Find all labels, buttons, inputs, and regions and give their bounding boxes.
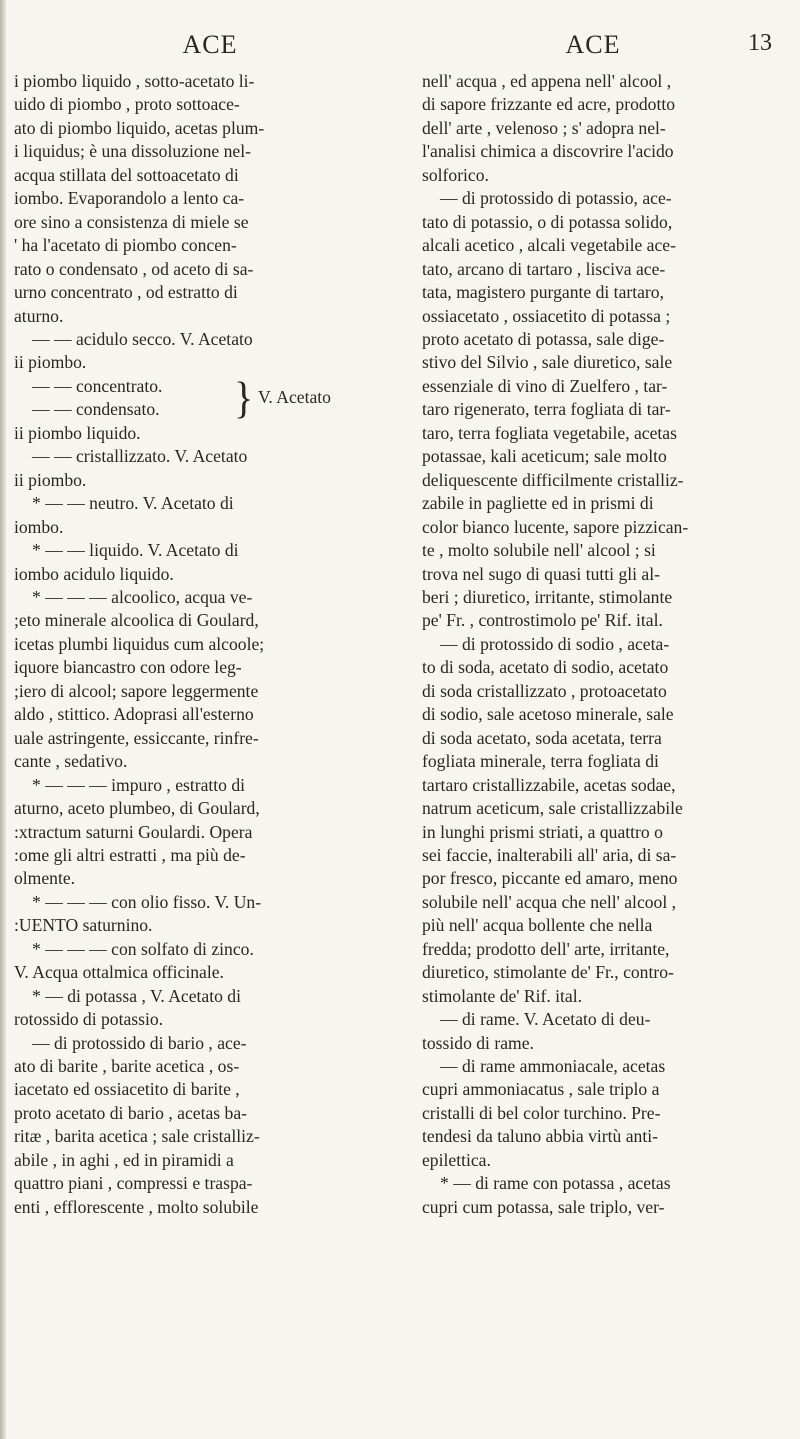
text-line: rotossido di potassio.: [14, 1009, 164, 1030]
left-running-title: ACE: [182, 30, 238, 59]
text-line: ii piombo.: [14, 469, 87, 490]
text-line: i piombo liquido , sotto-acetato li-: [14, 71, 255, 91]
text-line: l'analisi chimica a discovrire l'acido: [422, 141, 674, 162]
text-line: essenziale di vino di Zuelfero , tar-: [422, 375, 668, 396]
text-line: ritæ , barita acetica ; sale cristalliz-: [14, 1126, 260, 1147]
entry-line: — — condensato.: [32, 399, 160, 420]
text-line: olmente.: [14, 868, 76, 889]
text-line: :ome gli altri estratti , ma più de-: [14, 844, 246, 865]
entry-line: * — di rame con potassa , acetas: [440, 1173, 671, 1194]
left-text-column: [14, 70, 388, 1219]
text-line: ato di barite , barite acetica , os-: [14, 1056, 240, 1077]
text-line: :UENTO saturnino.: [14, 915, 153, 936]
text-line: taro rigenerato, terra fogliata di tar-: [422, 399, 671, 420]
text-line: to di soda, acetato di sodio, acetato: [422, 657, 669, 678]
text-line: te , molto solubile nell' alcool ; si: [422, 540, 656, 561]
entry-line: * — — liquido. V. Acetato di: [32, 540, 239, 561]
text-line: di soda acetato, soda acetata, terra: [422, 727, 662, 748]
text-line: urno concentrato , od estratto di: [14, 282, 238, 303]
entry-line: — di protossido di sodio , aceta-: [440, 633, 670, 654]
entry-line: — — cristallizzato. V. Acetato: [32, 446, 248, 467]
entry-line: — di rame. V. Acetato di deu-: [440, 1009, 651, 1030]
entry-line: * — — — con olio fisso. V. Un-: [32, 891, 262, 912]
text-line: :xtractum saturni Goulardi. Opera: [14, 821, 253, 842]
page-number: 13: [748, 30, 772, 56]
text-line: fogliata minerale, terra fogliata di: [422, 751, 659, 772]
text-line: cante , sedativo.: [14, 751, 128, 772]
entry-line: — — concentrato.: [32, 375, 163, 396]
text-line: proto acetato di potassa, sale dige-: [422, 328, 665, 349]
text-line: fredda; prodotto dell' arte, irritante,: [422, 938, 670, 959]
braced-entry-group: [14, 372, 388, 423]
text-line: abile , in aghi , ed in piramidi a: [14, 1149, 234, 1170]
text-line: iacetato ed ossiacetito di barite ,: [14, 1079, 240, 1100]
text-line: aturno, aceto plumbeo, di Goulard,: [14, 798, 260, 819]
text-line: alcali acetico , alcali vegetabile ace-: [422, 235, 676, 256]
text-line: ore sino a consistenza di miele se: [14, 211, 249, 232]
text-line: iombo. Evaporandolo a lento ca-: [14, 188, 245, 209]
right-text-column: [422, 70, 796, 1219]
brace-reference: V. Acetato: [258, 386, 331, 407]
text-line: solforico.: [422, 164, 489, 185]
entry-line: * — — — alcoolico, acqua ve-: [32, 586, 253, 607]
text-line: ;iero di alcool; sapore leggermente: [14, 680, 259, 701]
running-header: [0, 30, 800, 70]
text-line: tato di potassio, o di potassa solido,: [422, 211, 673, 232]
text-line: icetas plumbi liquidus cum alcoole;: [14, 633, 265, 654]
text-line: ;eto minerale alcoolica di Goulard,: [14, 610, 259, 631]
text-line: tossido di rame.: [422, 1032, 534, 1053]
text-line: acqua stillata del sottoacetato di: [14, 164, 239, 185]
text-line: beri ; diuretico, irritante, stimolante: [422, 586, 673, 607]
text-line: ato di piombo liquido, acetas plum-: [14, 117, 265, 138]
text-line: epilettica.: [422, 1149, 491, 1170]
text-line: tato, arcano di tartaro , lisciva ace-: [422, 258, 666, 279]
text-line: stivo del Silvio , sale diuretico, sale: [422, 352, 673, 373]
text-line: tata, magistero purgante di tartaro,: [422, 282, 664, 303]
text-line: tendesi da taluno abbia virtù anti-: [422, 1126, 658, 1147]
text-line: natrum aceticum, sale cristallizzabile: [422, 798, 683, 819]
entry-line: — di rame ammoniacale, acetas: [440, 1056, 666, 1077]
text-line: deliquescente difficilmente cristalliz-: [422, 469, 684, 490]
text-line: tartaro cristallizzabile, acetas sodae,: [422, 774, 676, 795]
text-line: quattro piani , compressi e traspa-: [14, 1173, 253, 1194]
text-line: proto acetato di bario , acetas ba-: [14, 1102, 248, 1123]
entry-line: — di protossido di bario , ace-: [32, 1032, 247, 1053]
text-line: dell' arte , velenoso ; s' adopra nel-: [422, 117, 666, 138]
right-running-title: ACE: [565, 30, 621, 59]
text-line: V. Acqua ottalmica officinale.: [14, 962, 224, 983]
text-line: iquore biancastro con odore leg-: [14, 657, 242, 678]
text-line: più nell' acqua bollente che nella: [422, 915, 653, 936]
text-line: pe' Fr. , controstimolo pe' Rif. ital.: [422, 610, 663, 631]
text-line: trova nel sugo di quasi tutti gli al-: [422, 563, 660, 584]
text-line: aldo , stittico. Adoprasi all'esterno: [14, 704, 254, 725]
text-line: i liquidus; è una dissoluzione nel-: [14, 141, 251, 162]
entry-line: — — acidulo secco. V. Acetato: [32, 328, 253, 349]
curly-brace: }: [234, 372, 254, 423]
text-line: taro, terra fogliata vegetabile, acetas: [422, 422, 677, 443]
text-line: cupri cum potassa, sale triplo, ver-: [422, 1196, 665, 1217]
text-line: enti , efflorescente , molto solubile: [14, 1196, 259, 1217]
text-line: iombo acidulo liquido.: [14, 563, 174, 584]
text-line: in lunghi prismi striati, a quattro o: [422, 821, 663, 842]
entry-line: * — — — impuro , estratto di: [32, 774, 246, 795]
text-line: diuretico, stimolante de' Fr., contro-: [422, 962, 674, 983]
text-line: ' ha l'acetato di piombo concen-: [14, 235, 237, 256]
text-line: ossiacetato , ossiacetito di potassa ;: [422, 305, 671, 326]
entry-line: * — di potassa , V. Acetato di: [32, 985, 241, 1006]
text-line: ii piombo.: [14, 352, 87, 373]
text-line: rato o condensato , od aceto di sa-: [14, 258, 254, 279]
text-line: iombo.: [14, 516, 64, 537]
text-line: sei faccie, inalterabili all' aria, di sa-: [422, 844, 677, 865]
entry-line: — di protossido di potassio, ace-: [440, 188, 672, 209]
text-line: stimolante de' Rif. ital.: [422, 985, 583, 1006]
text-line: por fresco, piccante ed amaro, meno: [422, 868, 678, 889]
entry-line: * — — neutro. V. Acetato di: [32, 493, 234, 514]
text-line: solubile nell' acqua che nell' alcool ,: [422, 891, 677, 912]
text-line: di sodio, sale acetoso minerale, sale: [422, 704, 674, 725]
text-line: ii piombo liquido.: [14, 422, 141, 443]
text-line: nell' acqua , ed appena nell' alcool ,: [422, 71, 672, 91]
text-line: color bianco lucente, sapore pizzican-: [422, 516, 689, 537]
text-line: cristalli di bel color turchino. Pre-: [422, 1102, 661, 1123]
text-line: di sapore frizzante ed acre, prodotto: [422, 94, 676, 115]
text-line: aturno.: [14, 305, 64, 326]
text-line: uale astringente, essiccante, rinfre-: [14, 727, 259, 748]
text-line: zabile in pagliette ed in prismi di: [422, 493, 654, 514]
text-line: cupri ammoniacatus , sale triplo a: [422, 1079, 660, 1100]
text-line: di soda cristallizzato , protoacetato: [422, 680, 667, 701]
text-line: potassae, kali aceticum; sale molto: [422, 446, 667, 467]
text-line: uido di piombo , proto sottoace-: [14, 94, 240, 115]
entry-line: * — — — con solfato di zinco.: [32, 938, 254, 959]
